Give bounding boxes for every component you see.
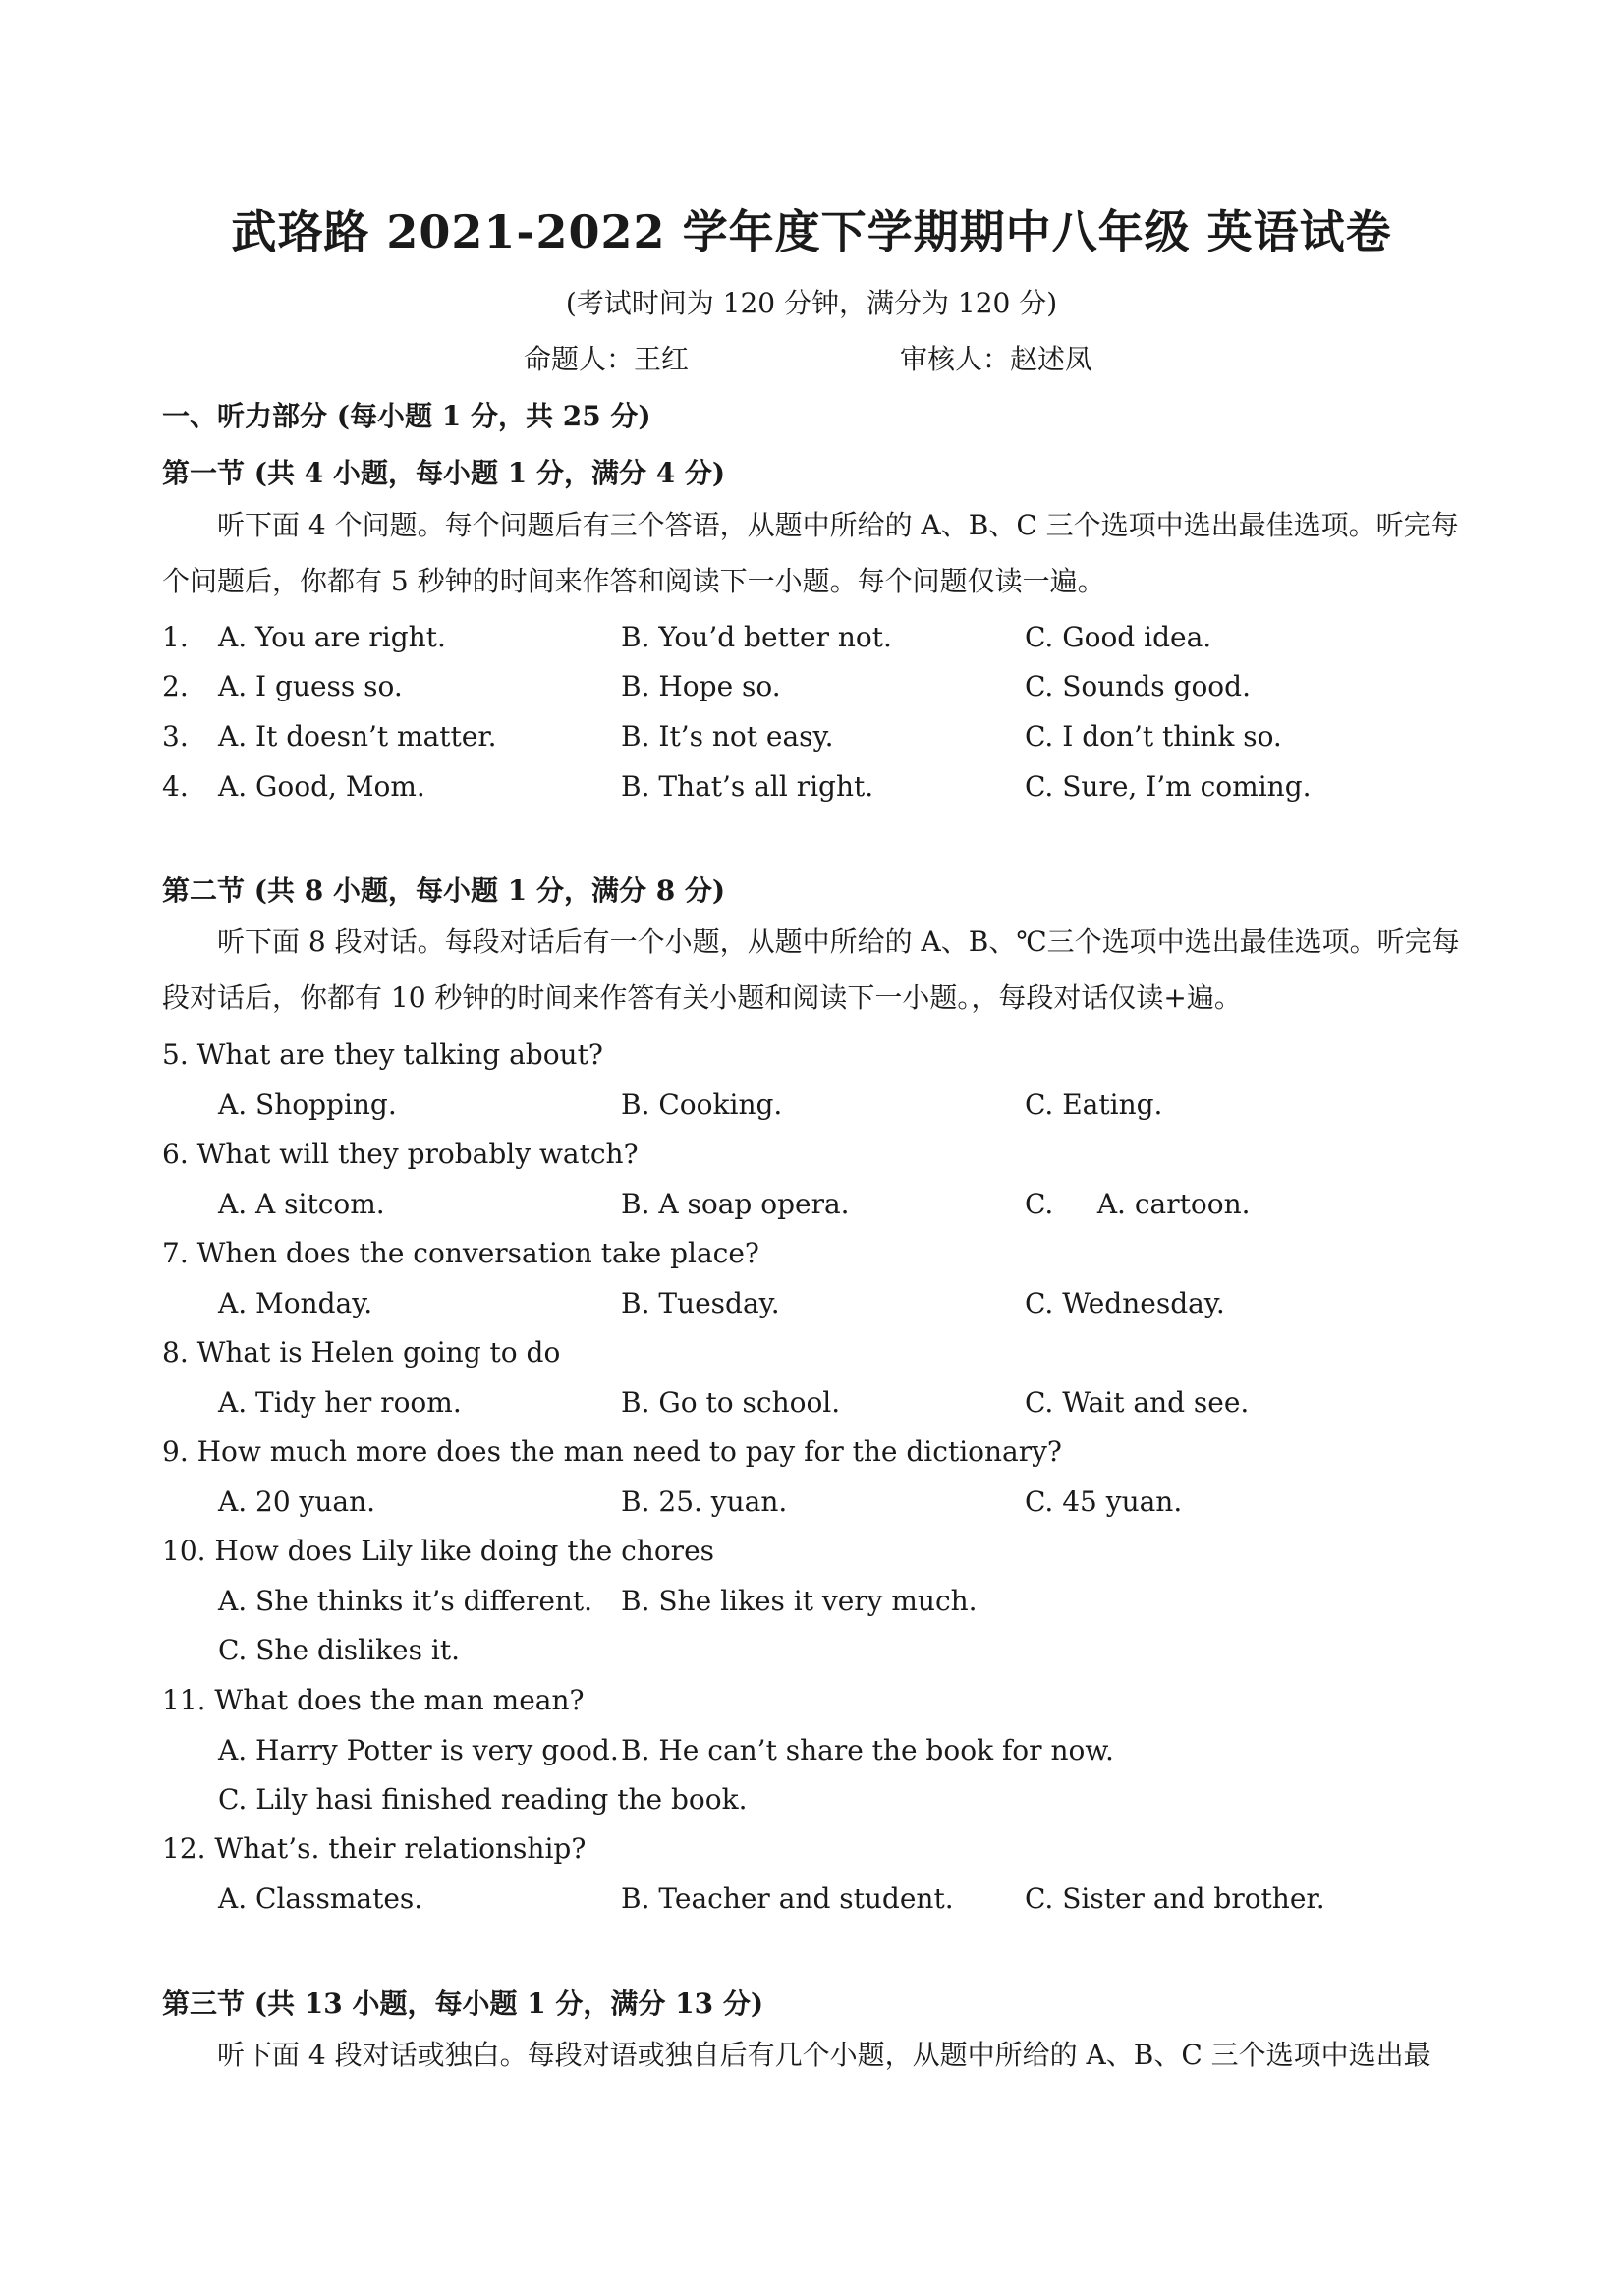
reviewer: 审核人：赵述凤: [900, 343, 1093, 375]
section-instructions: 听下面 4 个问题。每个问题后有三个答语，从题中所给的 A、B、C 三个选项中选出最佳选项。听完每个问题后，你都有 5 秒钟的时间来作答和阅读下一小题。每个问题仅读一遍。: [162, 509, 1459, 597]
option-c: C. Eating.: [1025, 1089, 1163, 1121]
option-a: A. It doesn’t matter.: [218, 720, 497, 753]
question-options: [162, 1386, 1479, 1426]
option-c: C. She dislikes it.: [218, 1634, 460, 1666]
option-a: A. Classmates.: [218, 1882, 423, 1915]
option-c: C. Sounds good.: [1025, 670, 1251, 702]
question-stem: 10. How does Lily like doing the chores: [162, 1535, 715, 1567]
option-b: B. 25. yuan.: [621, 1485, 788, 1518]
option-b: B. Go to school.: [621, 1386, 841, 1419]
option-a: A. You are right.: [218, 621, 446, 653]
question-row: [162, 720, 1479, 759]
question-row: [162, 770, 1479, 810]
question-options: [162, 1485, 1479, 1525]
option-b: B. Tuesday.: [621, 1287, 780, 1319]
section-heading: 第二节 (共 8 小题，每小题 1 分，满分 8 分): [162, 874, 726, 907]
option-c: C. Lily hasi finished reading the book.: [218, 1783, 748, 1816]
option-b: B. Hope so.: [621, 670, 781, 702]
question-stem: 7. When does the conversation take place?: [162, 1237, 759, 1269]
question-options: [162, 1882, 1479, 1922]
question-number: 2.: [162, 670, 189, 702]
question-row: [162, 621, 1479, 660]
question-number: 3.: [162, 720, 189, 753]
option-c: C. Sister and brother.: [1025, 1882, 1325, 1915]
option-c: C. Wednesday.: [1025, 1287, 1225, 1319]
question-options: [162, 1089, 1479, 1128]
option-a: A. She thinks it’s different.: [218, 1585, 593, 1617]
question-stem: 8. What is Helen going to do: [162, 1336, 561, 1369]
option-c: C. Good idea.: [1025, 621, 1212, 653]
option-a: A. I guess so.: [218, 670, 403, 702]
option-a: A. Good, Mom.: [218, 770, 425, 803]
option-c: C. 45 yuan.: [1025, 1485, 1183, 1518]
option-b: B. That’s all right.: [621, 770, 874, 803]
question-stem: 9. How much more does the man need to pay for the dictionary?: [162, 1435, 1062, 1468]
option-a: A. 20 yuan.: [218, 1485, 376, 1518]
question-options: [162, 1287, 1479, 1326]
question-row: [162, 670, 1479, 709]
part-heading: 一、听力部分 (每小题 1 分，共 25 分): [162, 400, 651, 432]
section-instructions: 听下面 4 段对话或独白。每段对语或独自后有几个小题，从题中所给的 A、B、C 三个选项中选出最: [217, 2039, 1431, 2071]
option-a: A. A sitcom.: [218, 1188, 385, 1220]
option-a: A. Tidy her room.: [218, 1386, 462, 1419]
question-options: [162, 1783, 1479, 1822]
question-options: [162, 1634, 1479, 1673]
option-c: C. A. cartoon.: [1025, 1188, 1251, 1220]
section-heading: 第三节 (共 13 小题，每小题 1 分，满分 13 分): [162, 1988, 764, 2020]
option-c: C. Wait and see.: [1025, 1386, 1250, 1419]
option-b: B. He can’t share the book for now.: [621, 1734, 1114, 1766]
question-options: [162, 1585, 1479, 1624]
question-stem: 12. What’s. their relationship?: [162, 1832, 587, 1865]
option-b: B. She likes it very much.: [621, 1585, 978, 1617]
option-c: C. Sure, I’m coming.: [1025, 770, 1312, 803]
question-stem: 5. What are they talking about?: [162, 1038, 603, 1071]
question-number: 1.: [162, 621, 189, 653]
question-number: 4.: [162, 770, 189, 803]
question-options: [162, 1188, 1479, 1227]
section-heading: 第一节 (共 4 小题，每小题 1 分，满分 4 分): [162, 457, 726, 489]
question-setter: 命题人：王红: [524, 343, 690, 375]
page-title: 武珞路 2021-2022 学年度下学期期中八年级 英语试卷: [231, 205, 1392, 258]
question-options: [162, 1734, 1479, 1773]
option-c: C. I don’t think so.: [1025, 720, 1282, 753]
option-b: B. It’s not easy.: [621, 720, 834, 753]
exam-info: (考试时间为 120 分钟，满分为 120 分): [565, 287, 1058, 319]
option-b: B. A soap opera.: [621, 1188, 850, 1220]
option-b: B. You’d better not.: [621, 621, 892, 653]
question-stem: 6. What will they probably watch?: [162, 1138, 639, 1170]
option-b: B. Teacher and student.: [621, 1882, 954, 1915]
option-a: A. Monday.: [218, 1287, 373, 1319]
section-instructions: 听下面 8 段对话。每段对话后有一个小题，从题中所给的 A、B、℃三个选项中选出最佳选项。听完每段对话后，你都有 10 秒钟的时间来作答有关小题和阅读下一小题。，每段对话仅读+遍。: [162, 925, 1460, 1014]
question-stem: 11. What does the man mean?: [162, 1684, 585, 1716]
option-b: B. Cooking.: [621, 1089, 783, 1121]
option-a: A. Shopping.: [218, 1089, 397, 1121]
option-a: A. Harry Potter is very good.: [218, 1734, 619, 1766]
